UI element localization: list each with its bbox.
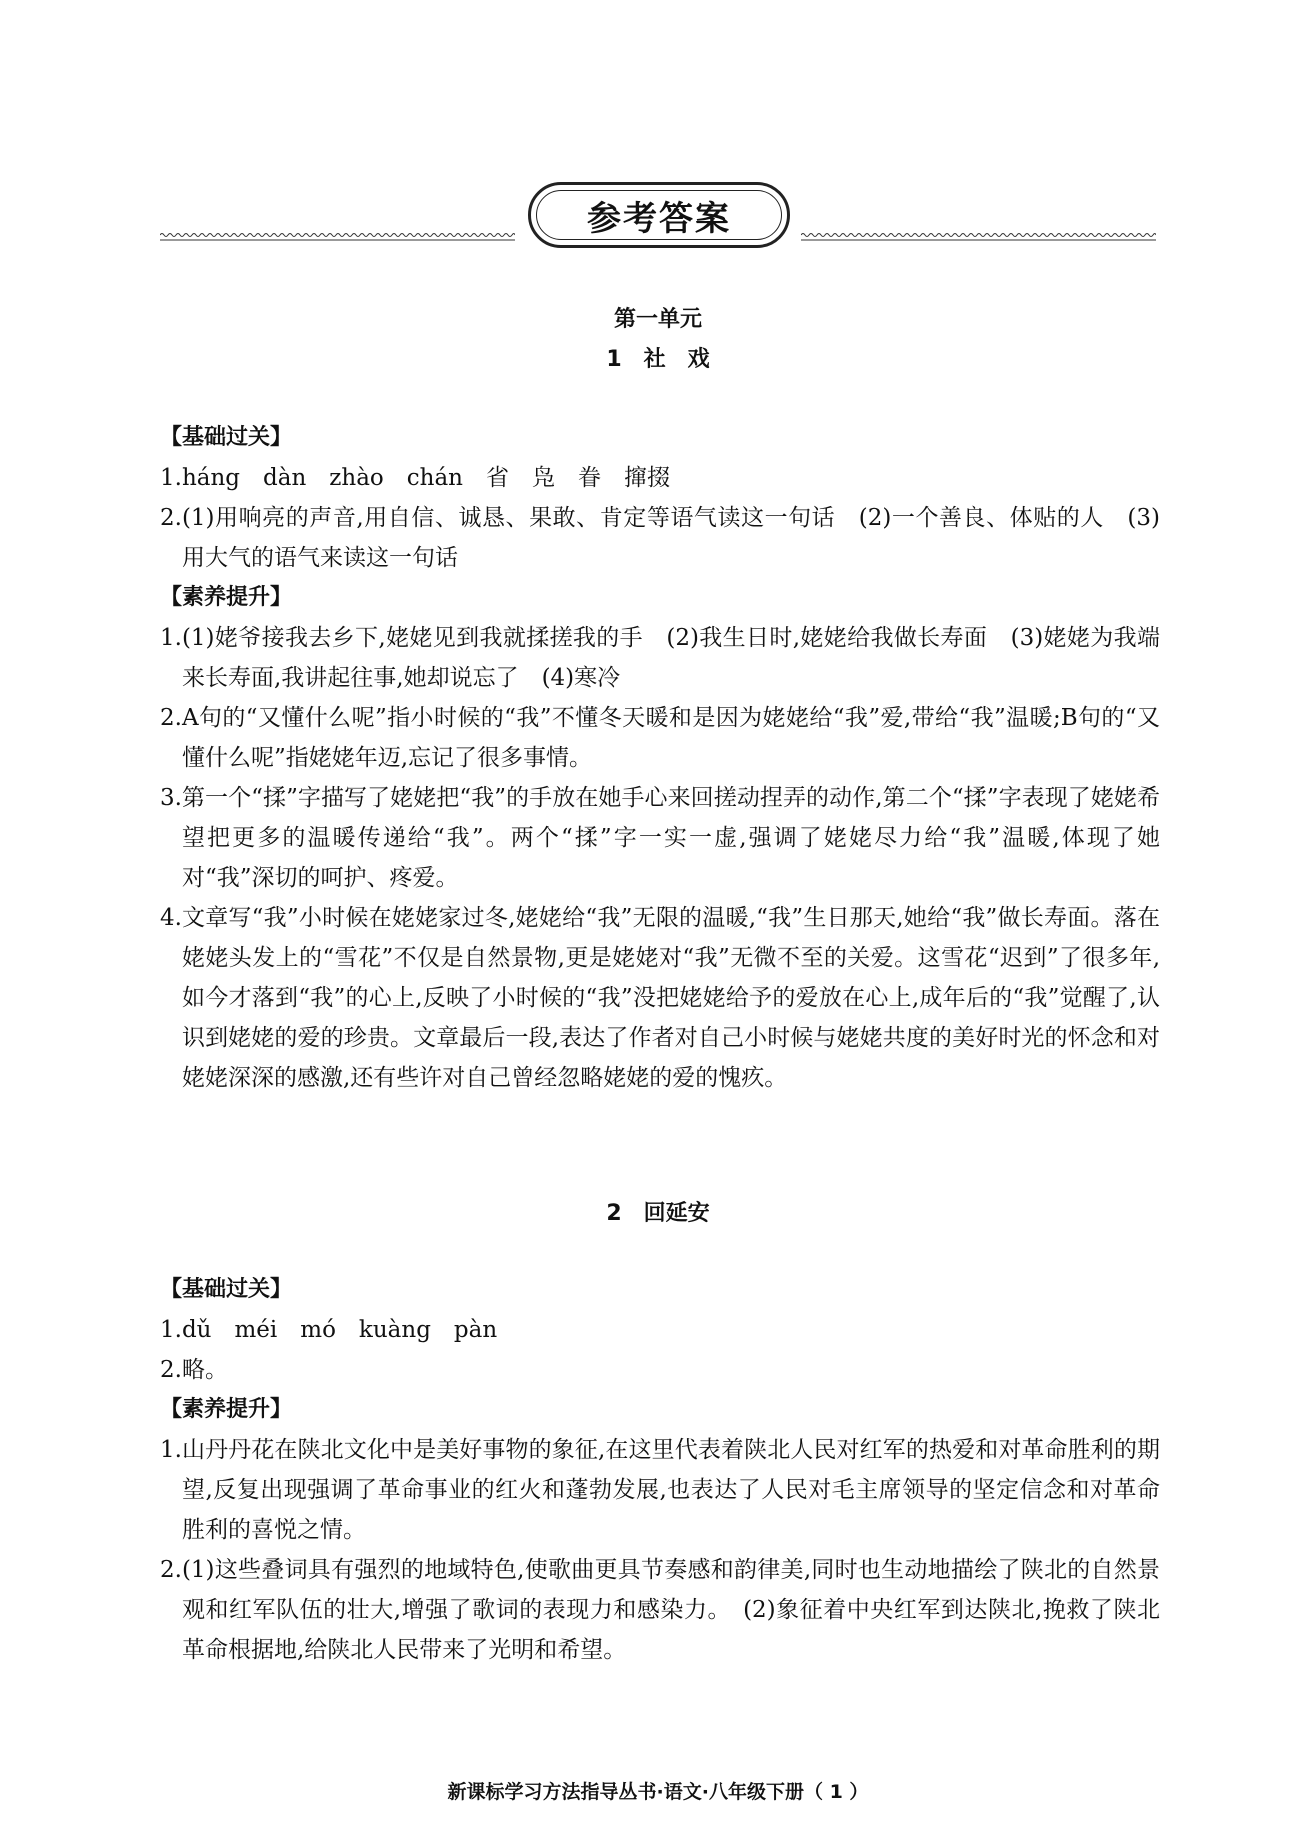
page-title: 参考答案 [587, 198, 731, 239]
list-item [160, 458, 1160, 498]
list-item [160, 898, 1160, 1098]
lesson-1-title: 1 社 戏 [606, 347, 710, 372]
item-text: 第一个“揉”字描写了姥姥把“我”的手放在她手心来回搓动捏弄的动作,第二个“揉”字表现了姥姥希望把更多的温暖传递给“我”。两个“揉”字一实一虚,强调了姥姥尽力给“我”温暖,体现了她对“我”深切的呵护、疼爱。 [181, 785, 1161, 891]
item-text: 山丹丹花在陕北文化中是美好事物的象征,在这里代表着陕北人民对红军的热爱和对革命胜利的期望,反复出现强调了革命事业的红火和蓬勃发展,也表达了人民对毛主席领导的坚定信念和对革命胜利的喜悦之情。 [181, 1437, 1160, 1543]
lesson-2-block [160, 1270, 1160, 1670]
item-number: 3. [160, 785, 182, 811]
list-item [160, 698, 1160, 778]
wavy-rule-left [160, 232, 515, 242]
item-number: 1. [160, 1437, 182, 1463]
page-footer: 新课标学习方法指导丛书·语文·八年级下册（ 1 ） [447, 1781, 869, 1803]
section-heading: 【素养提升】 [160, 585, 293, 610]
list-item [160, 618, 1160, 698]
item-text: (1)姥爷接我去乡下,姥姥见到我就揉搓我的手 (2)我生日时,姥姥给我做长寿面 (3)姥姥为我端来长寿面,我讲起往事,她却说忘了 (4)寒冷 [181, 625, 1160, 691]
lesson-2-title: 2 回延安 [606, 1201, 710, 1226]
list-item [160, 498, 1160, 578]
section-heading: 【基础过关】 [160, 1277, 293, 1302]
item-number: 2. [160, 705, 182, 731]
item-number: 1. [160, 625, 182, 651]
item-text: (1)这些叠词具有强烈的地域特色,使歌曲更具节奏感和韵律美,同时也生动地描绘了陕北的自然景观和红军队伍的壮大,增强了歌词的表现力和感染力。 (2)象征着中央红军到达陕北,挽救了陕北革命根据地,给陕北人民带来了光明和希望。 [181, 1557, 1160, 1663]
list-item [160, 1350, 1160, 1390]
unit-title: 第一单元 [613, 307, 702, 332]
item-text: dǔ méi mó kuàng pàn [181, 1317, 498, 1343]
section-heading: 【素养提升】 [160, 1397, 293, 1422]
item-number: 2. [160, 505, 182, 531]
item-number: 1. [160, 465, 182, 491]
item-text: 略。 [181, 1357, 228, 1383]
section-heading: 【基础过关】 [160, 425, 293, 450]
list-item [160, 1430, 1160, 1550]
list-item [160, 778, 1160, 898]
item-number: 4. [160, 905, 182, 931]
page-header [160, 182, 1156, 252]
list-item [160, 1550, 1160, 1670]
item-number: 2. [160, 1357, 182, 1383]
wavy-rule-right [801, 232, 1156, 242]
item-number: 1. [160, 1317, 182, 1343]
item-text: 文章写“我”小时候在姥姥家过冬,姥姥给“我”无限的温暖,“我”生日那天,她给“我”做长寿面。落在姥姥头发上的“雪花”不仅是自然景物,更是姥姥对“我”无微不至的关爱。这雪花“迟到”了很多年,如今才落到“我”的心上,反映了小时候的“我”没把姥姥给予的爱放在心上,成年后的“我”觉醒了,认识到姥姥的爱的珍贵。文章最后一段,表达了作者对自己小时候与姥姥共度的美好时光的怀念和对姥姥深深的感激,还有些许对自己曾经忽略姥姥的爱的愧疚。 [181, 905, 1160, 1091]
item-text: A句的“又懂什么呢”指小时候的“我”不懂冬天暖和是因为姥姥给“我”爱,带给“我”温暖;B句的“又懂什么呢”指姥姥年迈,忘记了很多事情。 [181, 705, 1160, 771]
item-text: háng dàn zhào chán 省 凫 眷 撺掇 [181, 465, 670, 491]
item-text: (1)用响亮的声音,用自信、诚恳、果敢、肯定等语气读这一句话 (2)一个善良、体贴的人 (3)用大气的语气来读这一句话 [181, 505, 1160, 571]
title-frame [528, 182, 790, 248]
lesson-1-block [160, 418, 1160, 1098]
item-number: 2. [160, 1557, 182, 1583]
list-item [160, 1310, 1160, 1350]
